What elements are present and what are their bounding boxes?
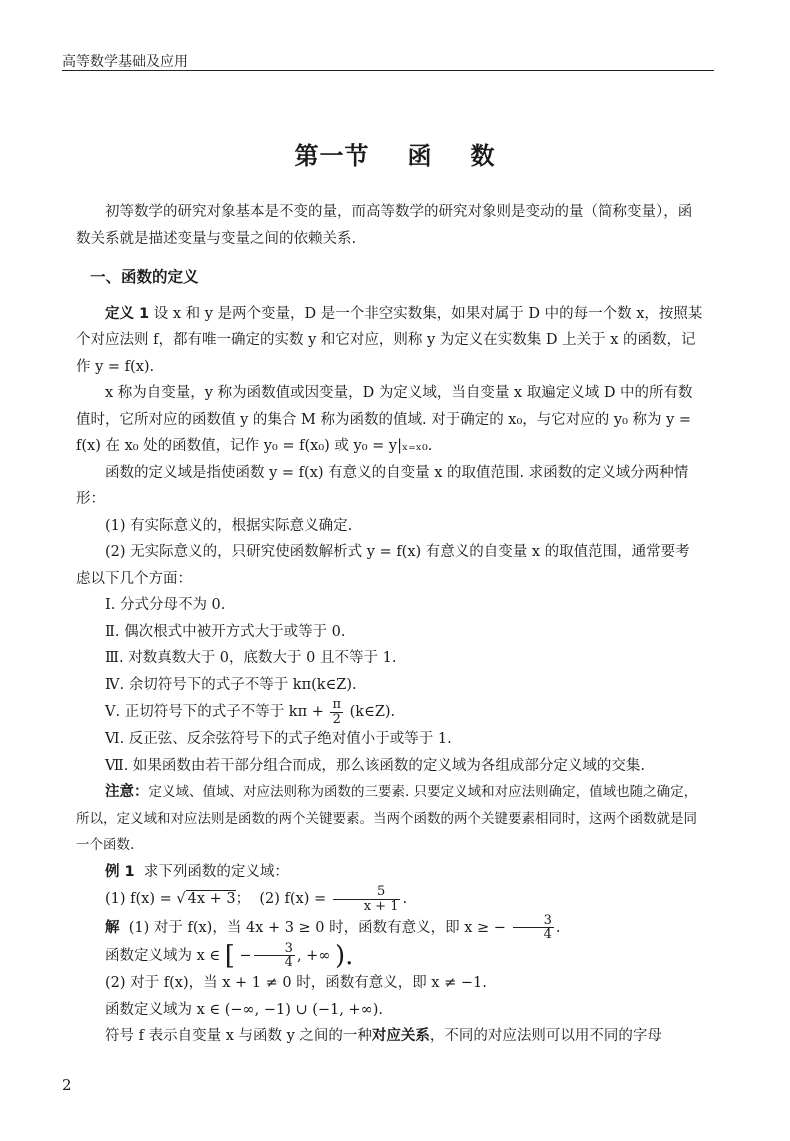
definition-label: 定义 1 — [105, 305, 150, 322]
example-part2-denominator: x + 1 — [363, 898, 399, 914]
example-part2-fraction — [333, 885, 401, 913]
rule-5-denominator: 2 — [332, 711, 341, 727]
rule-6: Ⅵ. 反正弦、反余弦符号下的式子绝对值小于或等于 1. — [105, 731, 452, 748]
rule-5-numerator: π — [332, 697, 342, 712]
rule-3: Ⅲ. 对数真数大于 0，底数大于 0 且不等于 1. — [105, 650, 397, 666]
solution-line-2-right-bracket: ). — [335, 940, 354, 971]
definition-text: 设 x 和 y 是两个变量，D 是一个非空实数集，如果对属于 D 中的每一个数 x，按照某个对应法则 f，都有唯一确定的实数 y 和它对应，则称 y 为定义在实数集 D 上关于 x 的函数，记作 y = f(x). — [76, 305, 703, 375]
rule-2: Ⅱ. 偶次根式中被开方式大于或等于 0. — [105, 623, 346, 640]
solution-line-2 — [76, 942, 704, 970]
last-line-bold: 对应关系 — [371, 1028, 430, 1045]
solution-line-1-denominator: 4 — [543, 927, 552, 943]
case-2: (2) 无实际意义的，只研究使函数解析式 y = f(x) 有意义的自变量 x 的取值范围，通常要考虑以下几个方面： — [76, 544, 690, 587]
solution-line-1 — [76, 914, 704, 942]
example-part2-numerator: 5 — [333, 885, 401, 900]
section-title-part2: 函 — [407, 142, 433, 170]
section-title — [0, 136, 790, 171]
header-rule — [62, 70, 714, 71]
solution-label: 解 — [105, 919, 120, 936]
definition-paragraph — [76, 301, 704, 381]
example-part-separator: ； — [235, 891, 251, 908]
note-text: 定义域、值域、对应法则称为函数的三要素. 只要定义域和对应法则确定，值域也随之确定，所以，定义域和对应法则是函数的两个关键要素。当两个函数的两个关键要素相同时，这两个函数就是同一个函数. — [76, 784, 698, 854]
note-label: 注意： — [105, 784, 149, 801]
solution-line-2-prefix: 函数定义域为 x ∈ — [105, 947, 221, 964]
solution-line-2-denominator: 4 — [284, 955, 293, 971]
intro-paragraph: 初等数学的研究对象基本是不变的量，而高等数学的研究对象则是变动的量（简称变量），函数关系就是描述变量与变量之间的依赖关系. — [76, 204, 693, 247]
rule-4: Ⅳ. 余切符号下的式子不等于 kπ(k∈Z). — [105, 676, 357, 693]
example-label: 例 1 — [105, 863, 135, 880]
solution-line-4: 函数定义域为 x ∈ (−∞, −1) ∪ (−1, +∞). — [105, 1001, 383, 1018]
section-title-part3: 数 — [470, 142, 496, 170]
page-content — [76, 199, 704, 1050]
rule-5-prefix: Ⅴ. 正切符号下的式子不等于 kπ + — [105, 704, 324, 721]
last-line — [76, 1023, 704, 1050]
example-prompt: 求下列函数的定义域： — [143, 863, 289, 880]
note-paragraph — [76, 779, 704, 859]
solution-line-1-prefix: (1) 对于 f(x)，当 4x + 3 ≥ 0 时，函数有意义，即 x ≥ − — [128, 919, 506, 936]
case-1: (1) 有实际意义的，根据实际意义确定. — [105, 517, 353, 534]
rule-7: Ⅶ. 如果函数由若干部分组合而成，那么该函数的定义域为各组成部分定义域的交集. — [105, 757, 646, 774]
example-part2-prefix: (2) f(x) = — [259, 891, 327, 908]
rule-1: Ⅰ. 分式分母不为 0. — [105, 597, 226, 613]
solution-line-2-rest: , +∞ — [296, 947, 331, 964]
solution-line-2-left-bracket: [ — [224, 940, 235, 971]
example-part1-prefix: (1) f(x) = √ — [105, 891, 186, 908]
rule-5 — [76, 698, 704, 726]
section-title-part1: 第一节 — [294, 142, 370, 170]
example-part2-suffix: . — [402, 891, 408, 908]
last-line-suffix: ，不同的对应法则可以用不同的字母 — [429, 1028, 662, 1045]
rule-5-fraction — [330, 698, 343, 726]
solution-line-1-suffix: . — [555, 919, 561, 936]
solution-line-3: (2) 对于 f(x)，当 x + 1 ≠ 0 时，函数有意义，即 x ≠ −1. — [105, 975, 487, 992]
example-part1-radicand: 4x + 3 — [187, 891, 236, 908]
domain-paragraph: 函数的定义域是指使函数 y = f(x) 有意义的自变量 x 的取值范围. 求函数的定义域分两种情形： — [76, 464, 689, 507]
example-heading — [76, 859, 704, 886]
page-number: 2 — [62, 1076, 72, 1094]
solution-line-2-numerator: 3 — [254, 942, 295, 957]
solution-line-2-fraction — [254, 942, 295, 970]
subsection-heading: 一、函数的定义 — [90, 268, 199, 286]
variables-paragraph: x 称为自变量，y 称为函数值或因变量，D 为定义域，当自变量 x 取遍定义域 D 中的所有数值时，它所对应的函数值 y 的集合 M 称为函数的值域. 对于确定的 x₀，与它对应的 y₀ 称为 y = f(x) 在 x₀ 处的函数值，记作 y₀ = f(x₀) 或 y₀ = y|ₓ₌ₓ₀. — [76, 385, 693, 454]
example-parts — [76, 885, 704, 913]
rule-5-suffix: (k∈Z). — [349, 704, 396, 721]
last-line-prefix: 符号 f 表示自变量 x 与函数 y 之间的一种 — [105, 1028, 372, 1045]
solution-line-1-fraction — [513, 914, 554, 942]
solution-line-2-minus: − — [239, 947, 252, 964]
solution-line-1-numerator: 3 — [513, 914, 554, 929]
running-head-book-title: 高等数学基础及应用 — [62, 54, 188, 70]
